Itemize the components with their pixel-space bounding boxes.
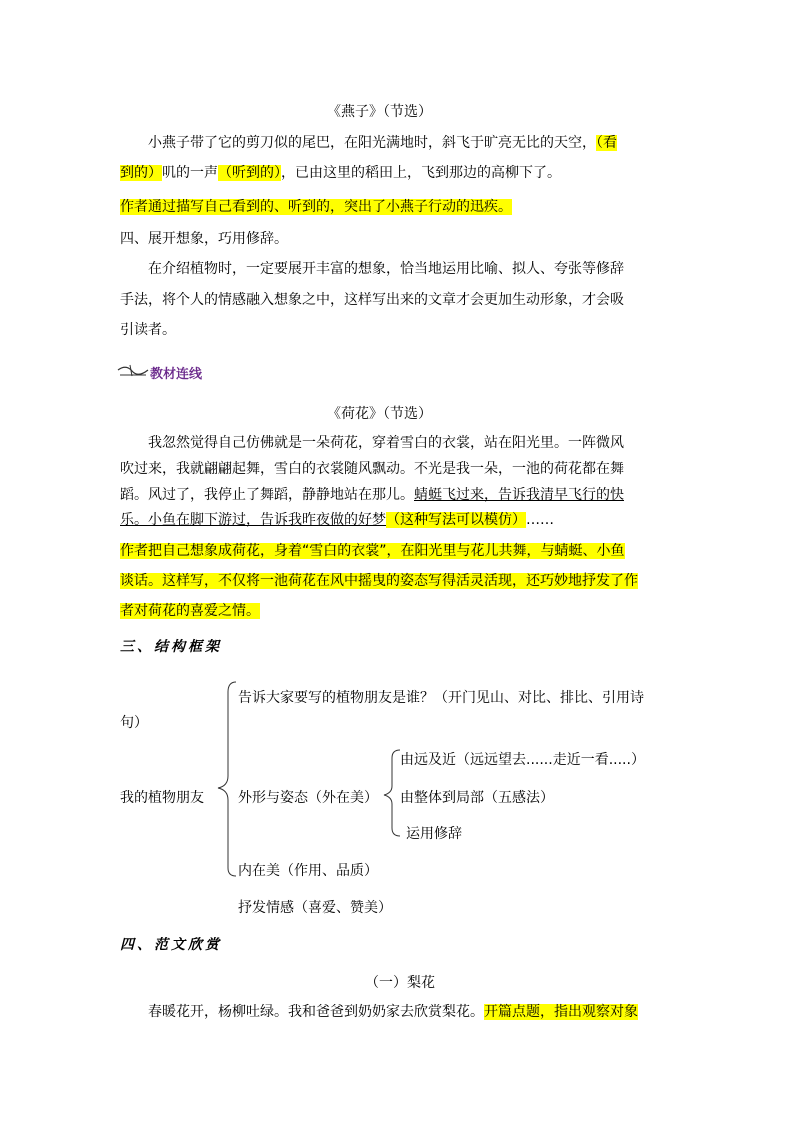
framework-branch-2-3: 运用修辞 [406,826,462,842]
lotus-line-1: 我忽然觉得自己仿佛就是一朵荷花，穿着雪白的衣裳，站在阳光里。一阵微风 [148,435,624,451]
framework-heading: 三、结构框架 [120,639,222,655]
framework-brackets [210,680,410,880]
sample-heading: 四、范文欣赏 [120,937,222,953]
lotus-note-2: 谈话。这样写，不仅将一池荷花在风中摇曳的姿态写得活灵活现，还巧妙地抒发了作 [120,573,638,589]
sample-line-1: 春暖花开，杨柳吐绿。我和爸爸到奶奶家去欣赏梨花。开篇点题，指出观察对象 [148,1004,638,1020]
framework-branch-3: 内在美（作用、品质） [238,863,378,879]
swallow-note: 作者通过描写自己看到的、听到的，突出了小燕子行动的迅疾。 [120,199,512,215]
framework-root: 我的植物朋友 [120,790,204,806]
framework-branch-2-2: 由整体到局部（五感法） [400,790,554,806]
lotus-line-3: 蹈。风过了，我停止了舞蹈，静静地站在那儿。蜻蜓飞过来，告诉我清早飞行的快 [120,487,624,503]
textbook-link-icon [116,361,152,381]
lotus-line-2: 吹过来，我就翩翩起舞，雪白的衣裳随风飘动。不光是我一朵，一池的荷花都在舞 [120,461,624,477]
framework-branch-2-1: 由远及近（远远望去......走近一看.....） [400,752,645,768]
swallow-line-1: 小燕子带了它的剪刀似的尾巴，在阳光满地时，斜飞于旷亮无比的天空，（看 [148,135,617,151]
framework-branch-4: 抒发情感（喜爱、赞美） [238,900,392,916]
imagination-heading: 四、展开想象，巧用修辞。 [120,231,288,247]
swallow-line-2: 到的）叽的一声（听到的），已由这里的稻田上，飞到那边的高柳下了。 [120,165,561,181]
lotus-note-1: 作者把自己想象成荷花，身着“雪白的衣裳”，在阳光里与花儿共舞，与蜻蜓、小鱼 [120,543,625,559]
lotus-title: 《荷花》（节选） [327,406,432,422]
imagination-line-2: 手法，将个人的情感融入想象之中，这样写出来的文章才会更加生动形象，才会吸 [120,292,624,308]
textbook-link-label: 教材连线 [150,367,203,382]
swallow-title: 《燕子》（节选） [327,104,432,120]
framework-branch-1a: 告诉大家要写的植物朋友是谁？（开门见山、对比、排比、引用诗 [238,690,644,706]
sample-title: （一）梨花 [365,975,435,991]
lotus-note-3: 者对荷花的喜爱之情。 [120,603,260,619]
imagination-line-1: 在介绍植物时，一定要展开丰富的想象，恰当地运用比喻、拟人、夸张等修辞 [148,261,624,277]
lotus-line-4: 乐。小鱼在脚下游过，告诉我昨夜做的好梦（这种写法可以模仿）…… [120,512,554,528]
framework-branch-2: 外形与姿态（外在美） [238,790,378,806]
imagination-line-3: 引读者。 [120,322,176,338]
framework-branch-1b: 句） [120,715,148,731]
